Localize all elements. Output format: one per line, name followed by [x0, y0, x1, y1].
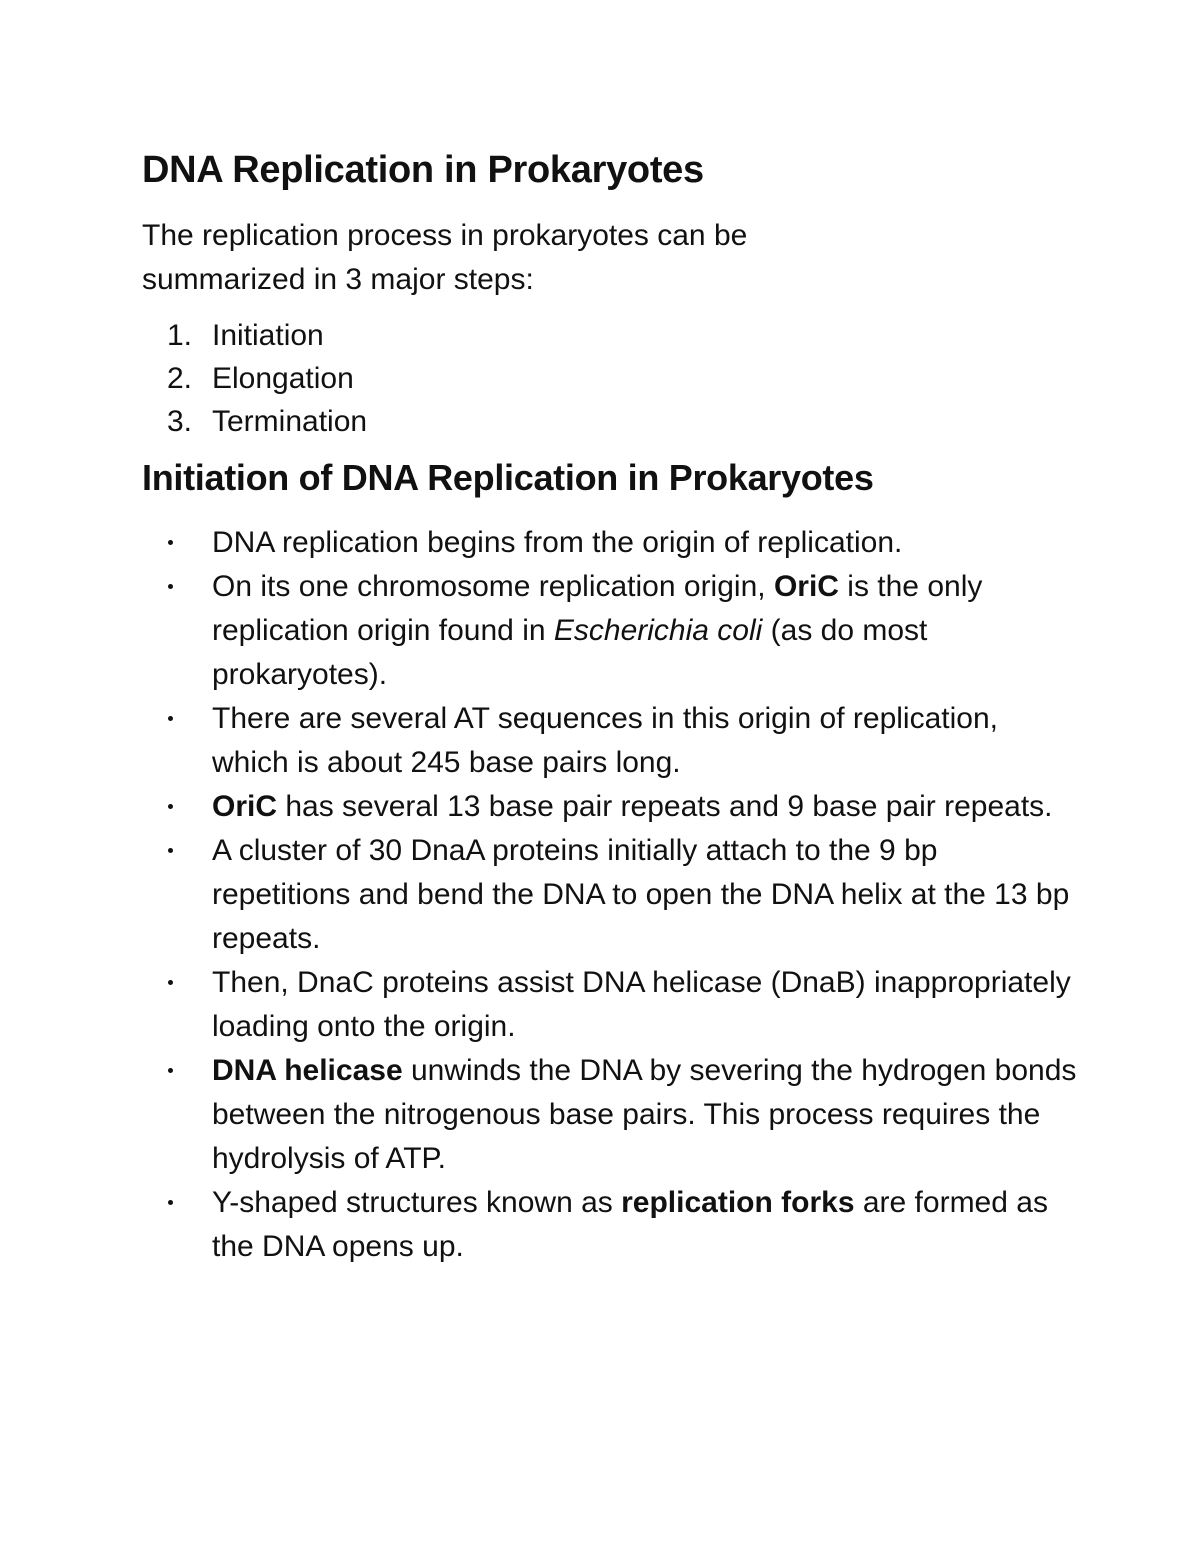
list-item-label: Elongation — [212, 362, 354, 395]
list-item-text: A cluster of 30 DnaA proteins initially attach to the 9 bp repetitions and bend the DNA to open the DNA helix at the 13 bp repeats. — [212, 834, 1070, 955]
bullet-icon — [142, 697, 212, 785]
document-page — [142, 140, 1082, 1269]
list-item — [142, 521, 1082, 565]
list-item — [142, 1181, 1082, 1269]
document-title: DNA Replication in Prokaryotes — [142, 149, 704, 191]
intro-paragraph: The replication process in prokaryotes can be summarized in 3 major steps: — [142, 219, 748, 296]
list-item-text: OriC has several 13 base pair repeats and 9 base pair repeats. — [212, 790, 1053, 823]
list-item — [142, 357, 1082, 400]
steps-list — [142, 314, 1082, 443]
bullet-icon — [142, 961, 212, 1049]
list-number: 3. — [166, 405, 192, 438]
list-item-label: Termination — [212, 405, 368, 438]
list-item — [142, 1049, 1082, 1181]
term-bold: DNA helicase — [212, 1054, 403, 1087]
section-heading: Initiation of DNA Replication in Prokaryotes — [142, 457, 874, 498]
species-name: Escherichia coli — [553, 614, 763, 647]
list-item-label: Initiation — [212, 319, 324, 352]
bullet-list — [142, 521, 1082, 1269]
list-item — [142, 785, 1082, 829]
bullet-icon — [142, 785, 212, 829]
list-item-text: On its one chromosome replication origin, OriC is the only replication origin found in Escherichia coli (as do most prokaryotes). — [212, 570, 983, 691]
bullet-icon — [142, 521, 212, 565]
bullet-icon — [142, 829, 212, 961]
list-number: 2. — [166, 362, 192, 395]
list-item-text: Y-shaped structures known as replication forks are formed as the DNA opens up. — [212, 1186, 1048, 1263]
list-item-text: DNA helicase unwinds the DNA by severing the hydrogen bonds between the nitrogenous base pairs. This process requires the hydrolysis of ATP. — [212, 1054, 1077, 1175]
term-bold: OriC — [773, 570, 839, 603]
list-item-text: There are several AT sequences in this origin of replication, which is about 245 base pairs long. — [212, 702, 998, 779]
list-item — [142, 961, 1082, 1049]
list-item-text: Then, DnaC proteins assist DNA helicase (DnaB) inappropriately loading onto the origin. — [212, 966, 1071, 1043]
list-item — [142, 400, 1082, 443]
list-item — [142, 565, 1082, 697]
term-bold: replication forks — [621, 1186, 855, 1219]
list-item-text: DNA replication begins from the origin of replication. — [212, 526, 903, 559]
list-number: 1. — [166, 319, 192, 352]
bullet-icon — [142, 1181, 212, 1269]
list-item — [142, 697, 1082, 785]
bullet-icon — [142, 565, 212, 697]
bullet-icon — [142, 1049, 212, 1181]
list-item — [142, 829, 1082, 961]
list-item — [142, 314, 1082, 357]
term-bold: OriC — [212, 790, 278, 823]
